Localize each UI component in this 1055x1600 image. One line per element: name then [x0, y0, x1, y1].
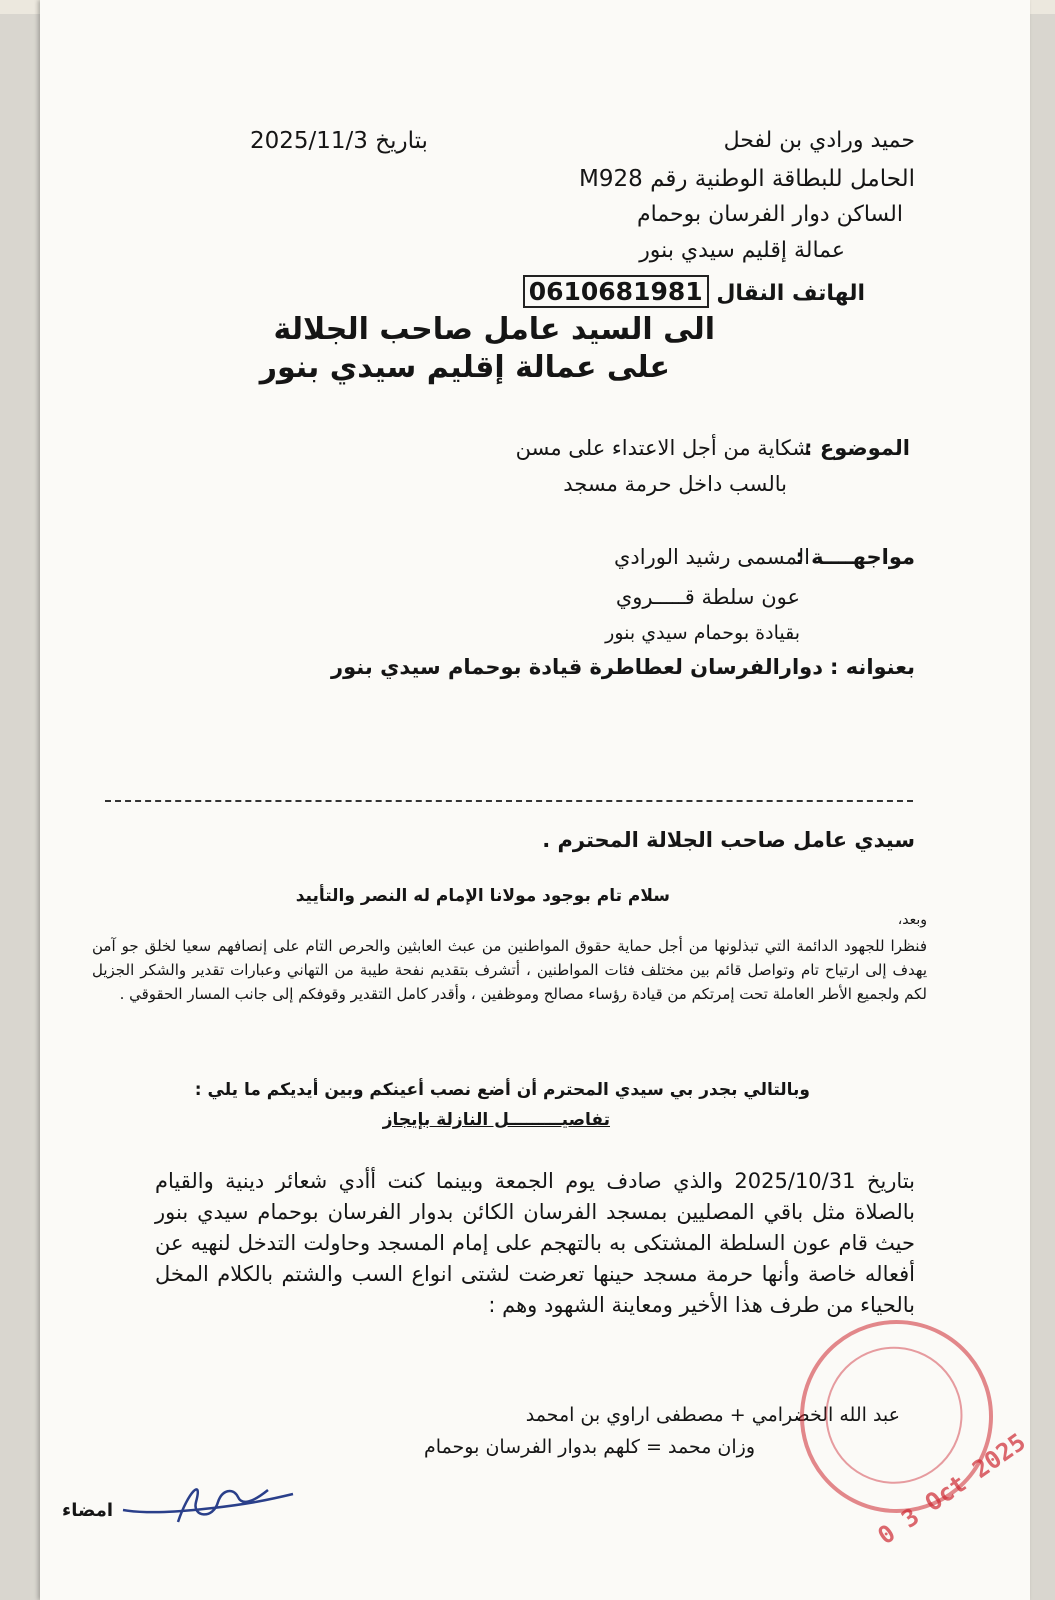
- section-divider: [105, 800, 913, 802]
- prefecture-line: عمالة إقليم سيدي بنور: [639, 238, 845, 263]
- witnesses-line-1: عبد الله الخضرامي + مصطفى اراوي بن امحمد: [525, 1404, 900, 1426]
- greeting: سلام تام بوجود مولانا الإمام له النصر والتأييد: [295, 886, 670, 906]
- phone-label: الهاتف النقال: [716, 281, 865, 306]
- address-value: دوارالفرسان لعطاطرة قيادة بوحمام سيدي بنور: [331, 655, 823, 679]
- residence-line: الساكن دوار الفرسان بوحمام: [636, 202, 903, 227]
- after-greeting: وبعد،: [897, 912, 927, 928]
- narrative-paragraph: بتاريخ 2025/10/31 والذي صادف يوم الجمعة وبينما كنت أأدي شعائر دينية والقيام بالصلاة مثل باقي المصليين بمسجد الفرسان الكائن بدوار الفرسان بوحمام سيدي بنور حيث قام عون السلطة المشتكى به بالتهجم على إمام المسجد وحاولت التدخل لنهيه عن أفعاله خاصة وأنها حرمة مسجد حينها تعرضت لشتى انواع السب والشتم بالكلام المخل بالحياء من طرف هذا الأخير ومعاينة الشهود وهم :: [155, 1169, 916, 1317]
- phone-number: 0610681981: [523, 275, 709, 308]
- handwritten-signature: [118, 1472, 298, 1542]
- letter-date: بتاريخ 2025/11/3: [250, 128, 428, 154]
- phone-row: [523, 275, 865, 308]
- intro-line: وبالتالي بجدر بي سيدي المحترم أن أضع نصب أعينكم وبين أيديكم ما يلي :: [194, 1080, 810, 1100]
- witnesses-line-2: وزان محمد = كلهم بدوار الفرسان بوحمام: [424, 1436, 755, 1458]
- address-label: بعنوانه :: [829, 655, 915, 679]
- id-card-line: الحامل للبطاقة الوطنية رقم M928: [579, 166, 915, 192]
- addressee-line-1: الى السيد عامل صاحب الجلالة: [273, 312, 715, 347]
- against-name: المسمى رشيد الورادي: [613, 545, 810, 569]
- subject-line-2: بالسب داخل حرمة مسجد: [563, 472, 787, 496]
- signature-label: امضاء: [62, 1500, 114, 1521]
- details-title: تفاصيـــــــــل النازلة بإيجاز: [382, 1110, 610, 1130]
- salutation: سيدي عامل صاحب الجلالة المحترم .: [542, 828, 915, 852]
- against-unit: بقيادة بوحمام سيدي بنور: [605, 622, 800, 644]
- sender-name: حميد ورادي بن لفحل: [723, 128, 915, 153]
- against-role: عون سلطة قـــــروي: [615, 585, 800, 609]
- against-label: مواجهــــة :: [795, 545, 915, 569]
- addressee-line-2: على عمالة إقليم سيدي بنور: [259, 350, 670, 385]
- stamp-date: 0 3 Oct 2025: [872, 1427, 1031, 1551]
- subject-line-1: شكاية من أجل الاعتداء على مسن: [515, 436, 810, 460]
- subject-label: الموضوع :: [804, 436, 910, 460]
- intro-paragraph: فنظرا للجهود الدائمة التي تبذلونها من أجل حماية حقوق المواطنين من عبث العابثين والحرص التام على إنصافهم سعيا لخلق جو آمن يهدف إلى ارتياح تام وتواصل قائم بين مختلف فئات المواطنين ، أتشرف بتقديم نفحة طيبة من التهاني وعبارات تقدير والشكر الجزيل لكم ولجميع الأطر العاملة تحت إمرتكم من قيادة رؤساء مصالح وموظفين ، وأقدر كامل التقدير وقوفكم إلى جانب المسار الحقوقي .: [92, 937, 927, 1003]
